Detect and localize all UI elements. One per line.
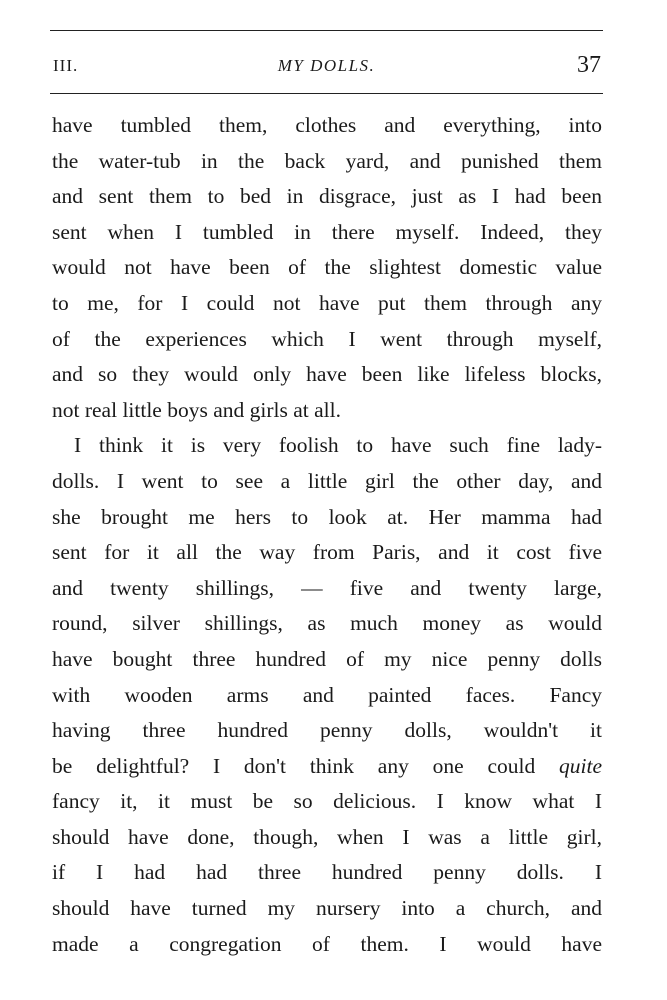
text-line: would not have been of the slightest domestic value [52, 255, 602, 280]
body-text [52, 108, 602, 962]
running-head [50, 52, 603, 82]
text-line: with wooden arms and painted faces. Fancy [52, 682, 602, 707]
text-line: the water-tub in the back yard, and punished them [52, 148, 602, 173]
text-line: sent for it all the way from Paris, and it cost five [52, 540, 602, 565]
running-title: MY DOLLS. [277, 56, 376, 75]
text-line: made a congregation of them. I would have [52, 931, 602, 956]
text-line: round, silver shillings, as much money as would [52, 611, 602, 636]
text-line: dolls. I went to see a little girl the other day, and [52, 468, 602, 493]
text-line: have bought three hundred of my nice penny dolls [52, 646, 602, 671]
text-line: sent when I tumbled in there myself. Indeed, they [52, 219, 602, 244]
text-line-with-italic [52, 749, 602, 785]
text-line: fancy it, it must be so delicious. I know what I [52, 789, 602, 814]
text-line: not real little boys and girls at all. [52, 397, 341, 422]
header-top-rule [50, 30, 603, 31]
text-line: to me, for I could not have put them through any [52, 290, 602, 315]
text-line: and sent them to bed in disgrace, just as I had been [52, 184, 602, 209]
text-line: and so they would only have been like lifeless blocks, [52, 362, 602, 387]
text-line: have tumbled them, clothes and everything, into [52, 113, 602, 137]
text-line: I think it is very foolish to have such fine lady- [74, 433, 602, 458]
header-bottom-rule [50, 93, 603, 94]
text-line: and twenty shillings, — five and twenty large, [52, 575, 602, 600]
text-span: be delightful? I don't think any one could [52, 753, 559, 778]
text-line: she brought me hers to look at. Her mamma had [52, 504, 602, 529]
italic-word: quite [559, 753, 602, 778]
text-line: should have turned my nursery into a church, and [52, 896, 602, 921]
text-line: of the experiences which I went through myself, [52, 326, 602, 351]
text-line: should have done, though, when I was a little girl, [52, 824, 602, 849]
chapter-number: III. [53, 56, 79, 75]
text-line: if I had had three hundred penny dolls. I [52, 860, 602, 885]
text-line: having three hundred penny dolls, wouldn't it [52, 718, 602, 743]
page-number: 37 [577, 52, 601, 78]
